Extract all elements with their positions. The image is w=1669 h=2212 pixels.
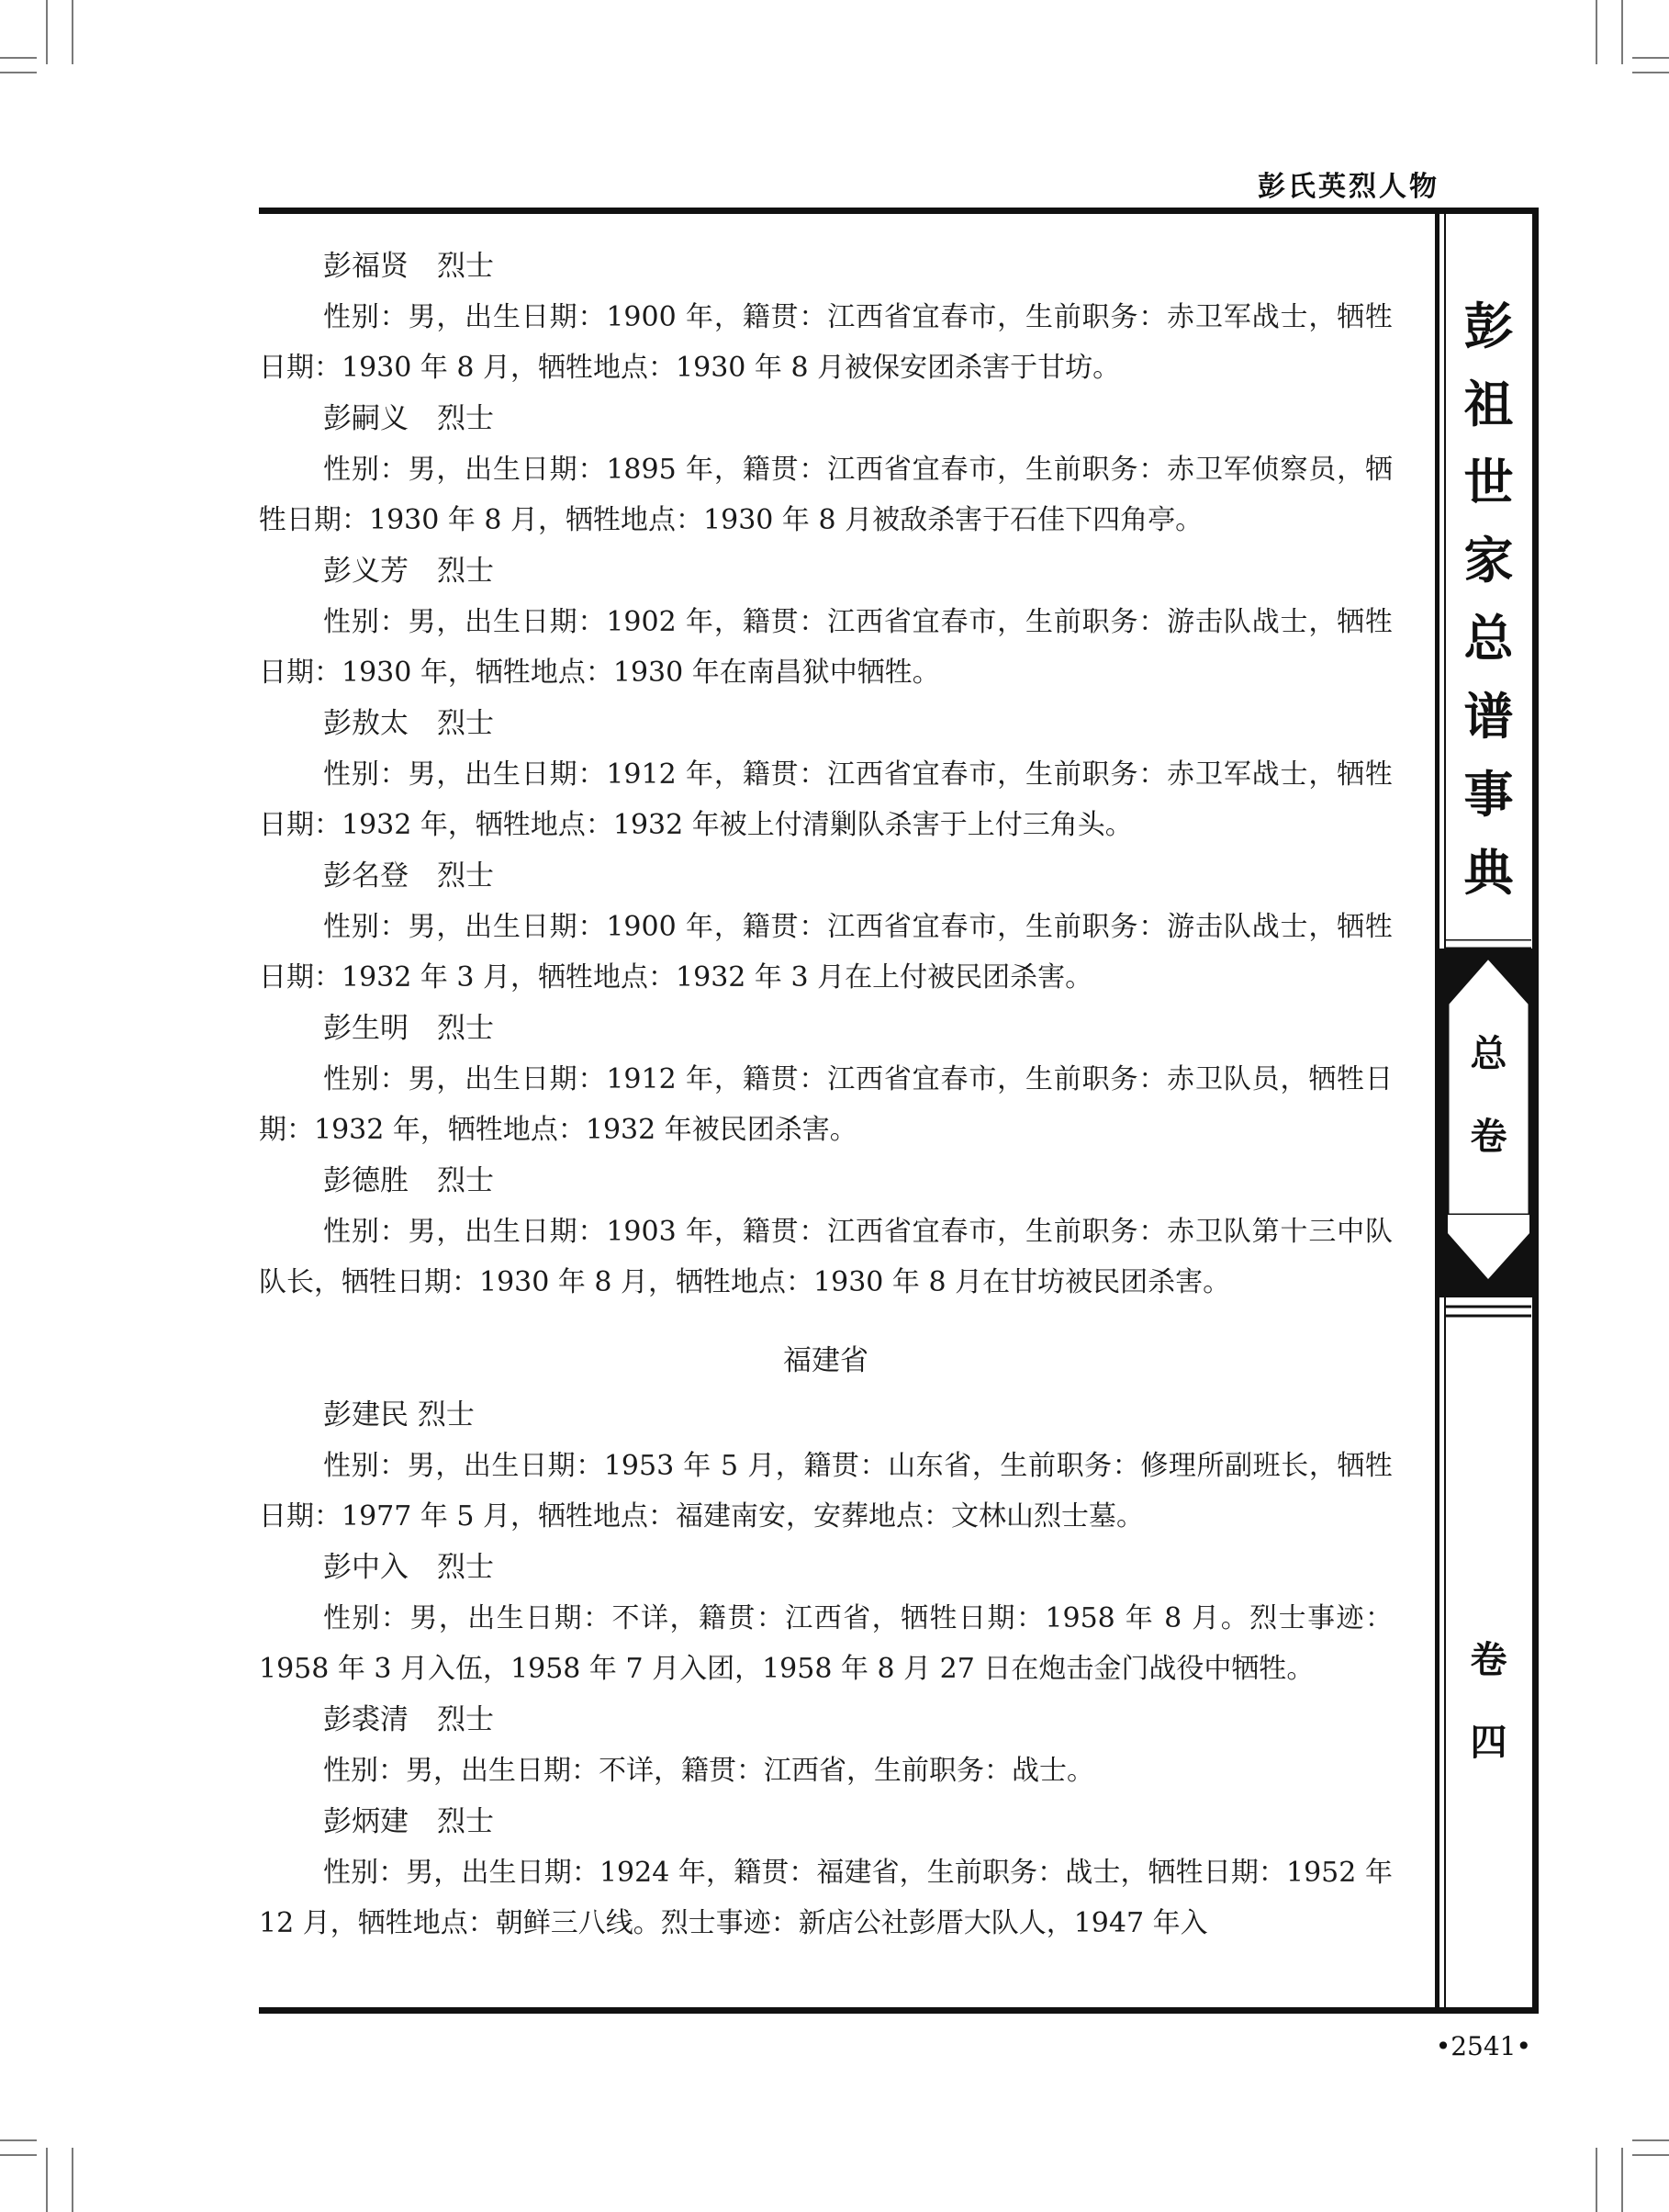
section-title: 福建省 [783, 1344, 868, 1377]
crop-mark [1632, 57, 1669, 59]
main-text [259, 241, 1393, 1948]
sidebar-book-number [1439, 1619, 1539, 1784]
volume-char: 总 [1470, 1032, 1507, 1075]
running-header: 彭氏英烈人物 [1258, 171, 1439, 203]
title-char: 家 [1463, 531, 1514, 589]
crop-mark [46, 0, 48, 64]
martyr-detail: 性别：男，出生日期：1953 年 5 月，籍贯：山东省，生前职务：修理所副班长，牺牲日期：1977 年 5 月，牺牲地点：福建南安，安葬地点：文林山烈士墓。 [259, 1450, 1393, 1533]
entry [259, 1796, 1393, 1948]
martyr-name: 彭名登 烈士 [323, 859, 494, 893]
top-rule [259, 208, 1539, 214]
martyr-name: 彭敖太 烈士 [323, 707, 494, 740]
martyr-detail: 性别：男，出生日期：不详，籍贯：江西省，生前职务：战士。 [323, 1755, 1094, 1787]
crop-mark [72, 0, 73, 64]
martyr-name: 彭德胜 烈士 [323, 1164, 494, 1197]
entry [259, 850, 1393, 1003]
entry [259, 1694, 1393, 1796]
martyr-name: 彭裘清 烈士 [323, 1703, 494, 1736]
crop-mark [0, 72, 37, 73]
crop-mark [0, 57, 37, 59]
martyr-detail: 性别：男，出生日期：1924 年，籍贯：福建省，生前职务：战士，牺牲日期：1952 年 12 月，牺牲地点：朝鲜三八线。烈士事迹：新店公社彭厝大队人，1947 年入 [259, 1857, 1393, 1939]
crop-mark [1632, 2154, 1669, 2156]
crop-mark [72, 2148, 73, 2212]
martyr-name: 彭炳建 烈士 [323, 1805, 494, 1838]
title-char: 总 [1463, 609, 1514, 668]
entry [259, 545, 1393, 698]
entry [259, 1003, 1393, 1155]
crop-mark [0, 2154, 37, 2156]
martyr-detail: 性别：男，出生日期：1900 年，籍贯：江西省宜春市，生前职务：赤卫军战士，牺牲日期：1930 年 8 月，牺牲地点：1930 年 8 月被保安团杀害于甘坊。 [259, 301, 1393, 384]
martyr-name: 彭嗣义 烈士 [323, 402, 494, 435]
entry [259, 393, 1393, 545]
martyr-name: 彭义芳 烈士 [323, 555, 494, 588]
title-char: 事 [1463, 765, 1514, 824]
martyr-detail: 性别：男，出生日期：1895 年，籍贯：江西省宜春市，生前职务：赤卫军侦察员，牺牲日期：1930 年 8 月，牺牲地点：1930 年 8 月被敌杀害于石佳下四角亭。 [259, 454, 1393, 536]
entry [259, 1389, 1393, 1542]
title-char: 世 [1463, 453, 1514, 511]
martyr-detail: 性别：男，出生日期：1912 年，籍贯：江西省宜春市，生前职务：赤卫军战士，牺牲日期：1932 年，牺牲地点：1932 年被上付清剿队杀害于上付三角头。 [259, 758, 1393, 841]
crop-mark [1621, 2148, 1623, 2212]
title-char: 谱 [1463, 687, 1514, 746]
martyr-detail: 性别：男，出生日期：不详，籍贯：江西省，牺牲日期：1958 年 8 月。烈士事迹：1958 年 3 月入伍，1958 年 7 月入团，1958 年 8 月 27 日在炮击金门战役中牺牲。 [259, 1602, 1393, 1685]
martyr-name: 彭福贤 烈士 [323, 250, 494, 283]
sidebar-volume-label [1439, 1013, 1539, 1178]
crop-mark [0, 2139, 37, 2141]
martyr-detail: 性别：男，出生日期：1902 年，籍贯：江西省宜春市，生前职务：游击队战士，牺牲日期：1930 年，牺牲地点：1930 年在南昌狱中牺牲。 [259, 606, 1393, 689]
crop-mark [1596, 2148, 1597, 2212]
martyr-name: 彭中入 烈士 [323, 1551, 494, 1584]
crop-mark [1632, 2139, 1669, 2141]
volume-char: 卷 [1470, 1115, 1507, 1158]
sidebar-book-title [1439, 287, 1539, 912]
martyr-detail: 性别：男，出生日期：1912 年，籍贯：江西省宜春市，生前职务：赤卫队员，牺牲日期：1932 年，牺牲地点：1932 年被民团杀害。 [259, 1063, 1393, 1146]
page-number: •2541• [1435, 2031, 1531, 2061]
martyr-detail: 性别：男，出生日期：1903 年，籍贯：江西省宜春市，生前职务：赤卫队第十三中队队长，牺牲日期：1930 年 8 月，牺牲地点：1930 年 8 月在甘坊被民团杀害。 [259, 1216, 1393, 1298]
volume-emblem-bottom [1439, 1215, 1539, 1325]
book-char: 四 [1470, 1721, 1507, 1764]
book-char: 卷 [1470, 1638, 1507, 1681]
title-char: 典 [1463, 843, 1514, 902]
sidebar [1439, 214, 1539, 2007]
bottom-rule [259, 2007, 1539, 2014]
martyr-name: 彭建民 烈士 [323, 1398, 475, 1432]
martyr-name: 彭生明 烈士 [323, 1012, 494, 1045]
entry [259, 1155, 1393, 1308]
crop-mark [1621, 0, 1623, 64]
title-char: 祖 [1463, 375, 1514, 433]
crop-mark [1632, 72, 1669, 73]
martyr-detail: 性别：男，出生日期：1900 年，籍贯：江西省宜春市，生前职务：游击队战士，牺牲日期：1932 年 3 月，牺牲地点：1932 年 3 月在上付被民团杀害。 [259, 911, 1393, 994]
title-char: 彭 [1463, 297, 1514, 355]
entry [259, 698, 1393, 850]
crop-mark [46, 2148, 48, 2212]
entry [259, 241, 1393, 393]
entry [259, 1542, 1393, 1694]
crop-mark [1596, 0, 1597, 64]
